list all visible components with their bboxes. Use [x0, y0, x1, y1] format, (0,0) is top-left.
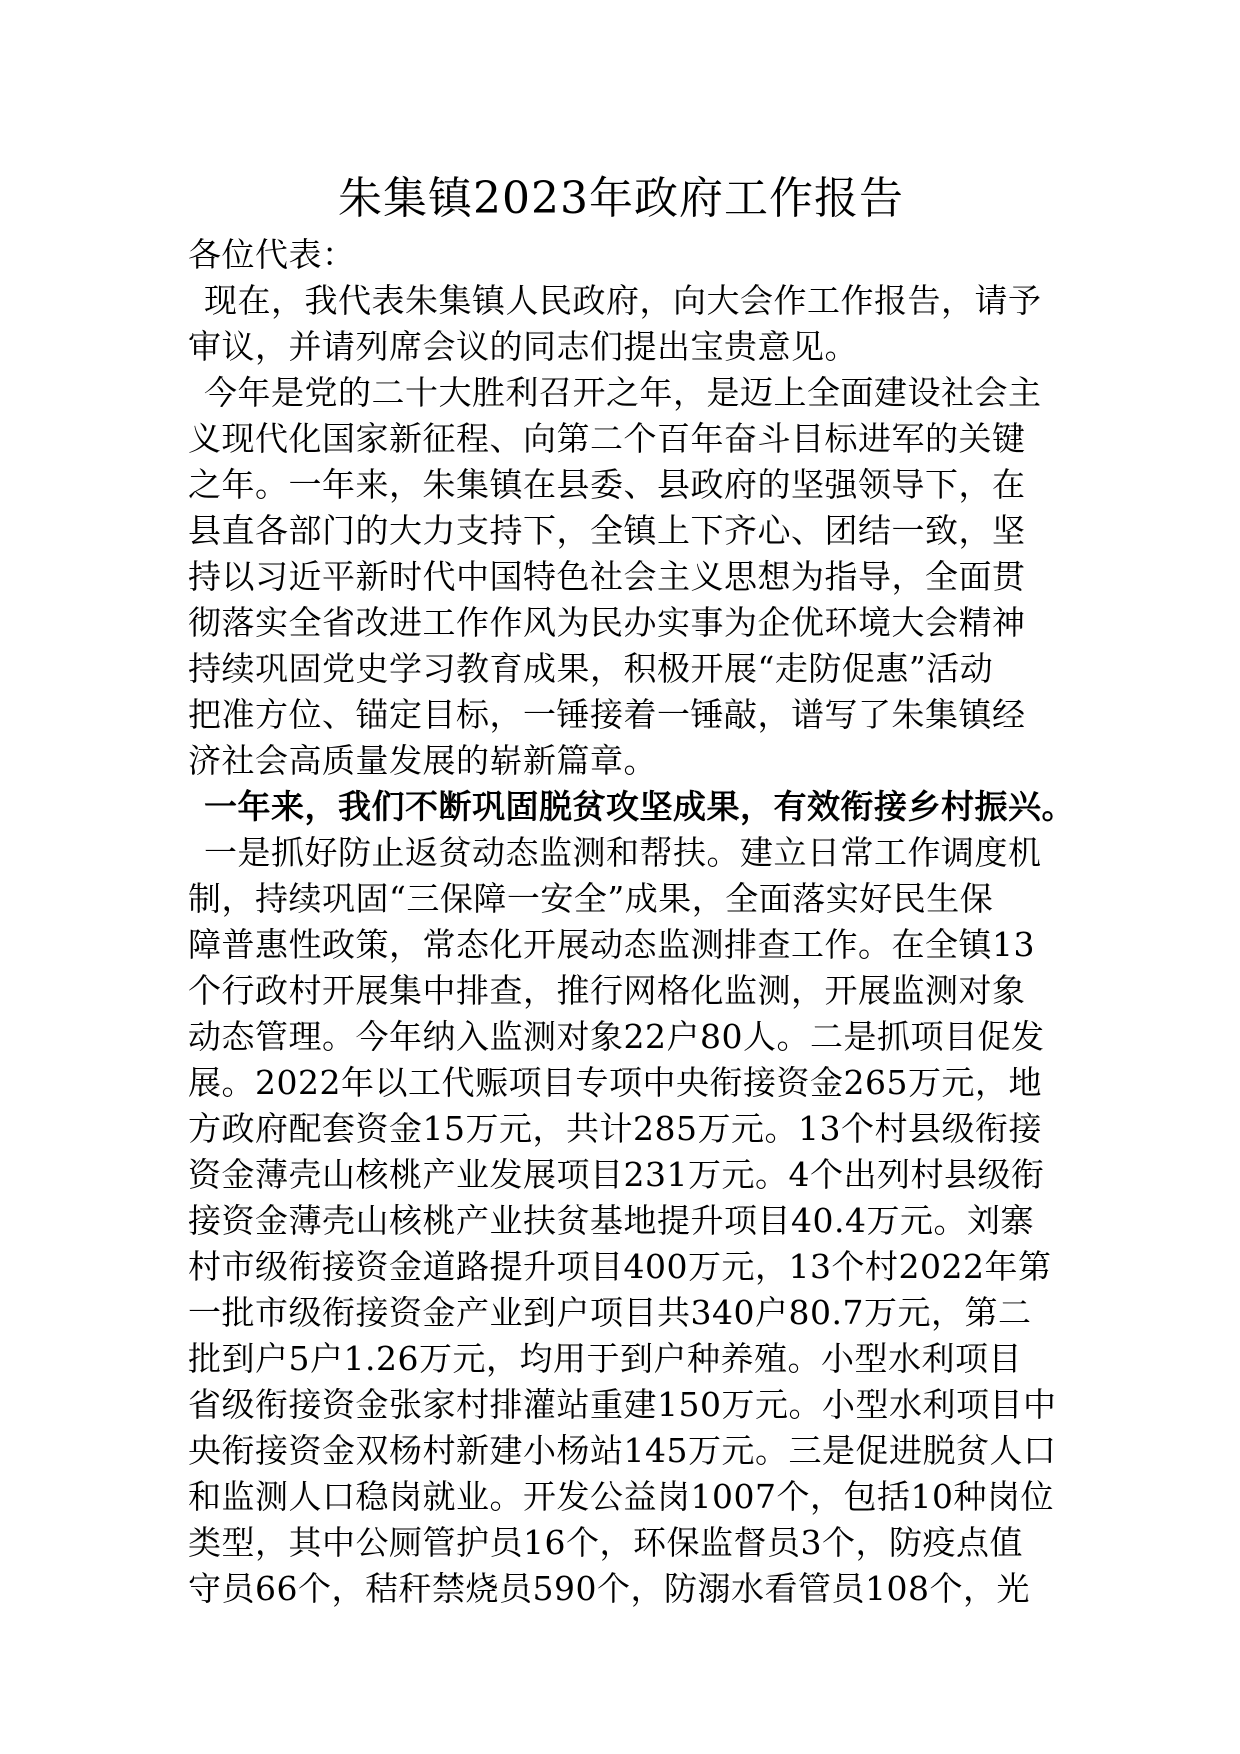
body-text-line: 制，持续巩固“三保障一安全”成果，全面落实好民生保	[188, 879, 994, 918]
body-text-line: 个行政村开展集中排查，推行网格化监测，开展监测对象	[188, 971, 1026, 1010]
body-text-line: 方政府配套资金15万元，共计285万元。13个村县级衔接	[188, 1109, 1042, 1148]
body-text-line: 动态管理。今年纳入监测对象22户80人。二是抓项目促发	[188, 1017, 1045, 1056]
body-text-line: 障普惠性政策，常态化开展动态监测排查工作。在全镇13	[188, 925, 1035, 964]
body-text-line: 一是抓好防止返贫动态监测和帮扶。建立日常工作调度机	[204, 833, 1042, 872]
body-text-line: 类型，其中公厕管护员16个，环保监督员3个，防疫点值	[188, 1523, 1023, 1562]
body-text-line: 今年是党的二十大胜利召开之年，是迈上全面建设社会主	[204, 373, 1042, 412]
body-text-line: 义现代化国家新征程、向第二个百年奋斗目标进军的关键	[188, 419, 1026, 458]
body-text-line: 各位代表：	[188, 235, 356, 274]
body-text-line: 把准方位、锚定目标，一锤接着一锤敲，谱写了朱集镇经	[188, 695, 1026, 734]
body-text-line: 济社会高质量发展的崭新篇章。	[188, 741, 657, 780]
body-text-line: 审议，并请列席会议的同志们提出宝贵意见。	[188, 327, 858, 366]
body-text-line: 接资金薄壳山核桃产业扶贫基地提升项目40.4万元。刘寨	[188, 1201, 1034, 1240]
document-body	[188, 232, 1075, 1612]
body-text-line: 县直各部门的大力支持下，全镇上下齐心、团结一致，坚	[188, 511, 1026, 550]
section-heading-line: 一年来，我们不断巩固脱贫攻坚成果，有效衔接乡村振兴。	[204, 787, 1075, 826]
body-text-line: 批到户5户1.26万元，均用于到户种养殖。小型水利项目	[188, 1339, 1022, 1378]
body-text-line: 央衔接资金双杨村新建小杨站145万元。三是促进脱贫人口	[188, 1431, 1057, 1470]
body-text-line: 现在，我代表朱集镇人民政府，向大会作工作报告，请予	[204, 281, 1042, 320]
document-title: 朱集镇2023年政府工作报告	[338, 173, 904, 224]
body-text-line: 资金薄壳山核桃产业发展项目231万元。4个出列村县级衔	[188, 1155, 1045, 1194]
body-text-line: 村市级衔接资金道路提升项目400万元，13个村2022年第	[188, 1247, 1052, 1286]
body-text-line: 和监测人口稳岗就业。开发公益岗1007个，包括10种岗位	[188, 1477, 1054, 1516]
body-text-line: 之年。一年来，朱集镇在县委、县政府的坚强领导下，在	[188, 465, 1026, 504]
body-text-line: 省级衔接资金张家村排灌站重建150万元。小型水利项目中	[188, 1385, 1057, 1424]
body-text-line: 持续巩固党史学习教育成果，积极开展“走防促惠”活动	[188, 649, 994, 688]
body-text-line: 持以习近平新时代中国特色社会主义思想为指导，全面贯	[188, 557, 1026, 596]
document-page	[188, 170, 1075, 1612]
body-text-line: 彻落实全省改进工作作风为民办实事为企优环境大会精神	[188, 603, 1026, 642]
body-text-line: 展。2022年以工代赈项目专项中央衔接资金265万元，地	[188, 1063, 1042, 1102]
body-text-line: 一批市级衔接资金产业到户项目共340户80.7万元，第二	[188, 1293, 1032, 1332]
body-text-line: 守员66个，秸秆禁烧员590个，防溺水看管员108个，光	[188, 1569, 1030, 1608]
